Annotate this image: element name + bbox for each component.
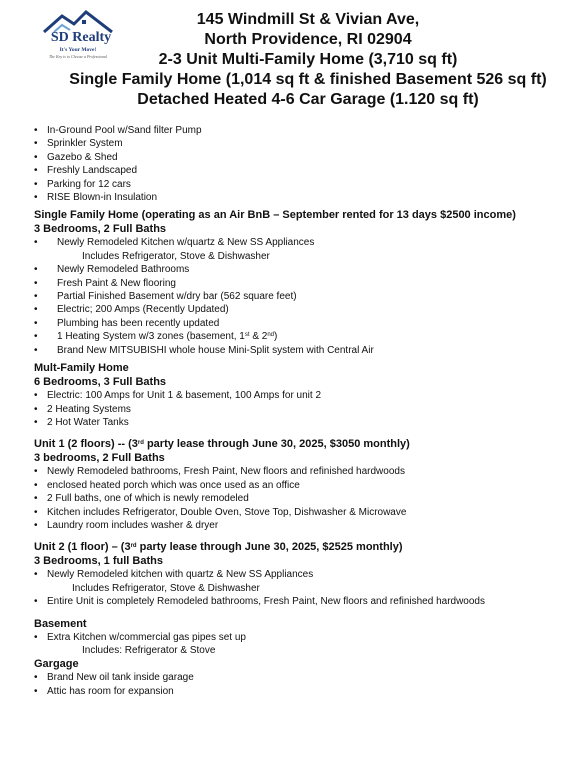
list-subitem: Includes Refrigerator, Stove & Dishwasher (72, 582, 260, 594)
unit-1-list (34, 465, 564, 532)
list-item: • Entire Unit is completely Remodeled bathrooms, Fresh Paint, New floors and refinished hardwoods (34, 595, 564, 608)
garage-list (34, 671, 564, 698)
unit-2-title-sup: rd (130, 543, 137, 550)
list-item: • Fresh Paint & New flooring (34, 277, 564, 290)
single-family-summary: Single Family Home (1,014 sq ft & finished Basement 526 sq ft) (69, 71, 547, 88)
list-item: • Kitchen includes Refrigerator, Double Oven, Stove Top, Dishwasher & Microwave (34, 506, 564, 519)
multi-family-title: Mult-Family Home (34, 362, 129, 375)
list-item: • Newly Remodeled Kitchen w/quartz & New SS Appliances (34, 236, 564, 249)
list-item: • Freshly Landscaped (34, 164, 564, 177)
list-item: • Brand New MITSUBISHI whole house Mini-Split system with Central Air (34, 344, 564, 357)
unit-2-list-cont (34, 595, 564, 608)
list-item: • Partial Finished Basement w/dry bar (562 square feet) (34, 290, 564, 303)
list-item: • Parking for 12 cars (34, 178, 564, 191)
list-item: • 2 Heating Systems (34, 403, 564, 416)
unit-2-title-b: party lease through June 30, 2025, $2525 monthly) (136, 541, 403, 554)
unit-2-subtitle: 3 Bedrooms, 1 full Baths (34, 555, 163, 568)
unit-1-title-a: Unit 1 (2 floors) -- (3 (34, 438, 138, 451)
basement-list (34, 631, 564, 644)
basement-title: Basement (34, 617, 87, 630)
list-item-heating (34, 330, 564, 343)
listing-header (40, 10, 576, 110)
listing-body (34, 124, 564, 698)
list-item: • Newly Remodeled bathrooms, Fresh Paint, New floors and refinished hardwoods (34, 465, 564, 478)
single-family-subtitle: 3 Bedrooms, 2 Full Baths (34, 223, 167, 236)
list-subitem: Includes: Refrigerator & Stove (82, 644, 216, 656)
heating-text-b: & 2 (249, 331, 268, 343)
garage-summary: Detached Heated 4-6 Car Garage (1.120 sq ft) (137, 91, 479, 108)
multi-family-subtitle: 6 Bedrooms, 3 Full Baths (34, 376, 167, 389)
list-item: • Laundry room includes washer & dryer (34, 519, 564, 532)
multi-family-list (34, 389, 564, 429)
list-item: • Extra Kitchen w/commercial gas pipes set up (34, 631, 564, 644)
list-item: • enclosed heated porch which was once used as an office (34, 479, 564, 492)
list-item: • Sprinkler System (34, 137, 564, 150)
unit-2-title-a: Unit 2 (1 floor) – (3 (34, 541, 131, 554)
unit-1-title-sup: rd (137, 440, 144, 447)
list-item: • RISE Blown-in Insulation (34, 191, 564, 204)
list-item: • 2 Full baths, one of which is newly remodeled (34, 492, 564, 505)
heating-text-c: ) (274, 331, 278, 343)
logo-name: SD Realty (50, 30, 112, 45)
list-item: • In-Ground Pool w/Sand filter Pump (34, 124, 564, 137)
unit-1-title-b: party lease through June 30, 2025, $3050 monthly) (143, 438, 410, 451)
list-item: • Gazebo & Shed (34, 151, 564, 164)
single-family-list (34, 236, 564, 249)
garage-title: Gargage (34, 658, 79, 671)
address-line-2: North Providence, RI 02904 (204, 31, 412, 48)
features-list (34, 124, 564, 204)
unit-2-title (34, 540, 564, 554)
unit-1-subtitle: 3 bedrooms, 2 Full Baths (34, 452, 165, 465)
list-item: • Plumbing has been recently updated (34, 317, 564, 330)
list-item: • 2 Hot Water Tanks (34, 416, 564, 429)
list-item: • Brand New oil tank inside garage (34, 671, 564, 684)
list-item: • Attic has room for expansion (34, 685, 564, 698)
single-family-list-cont (34, 263, 564, 357)
logo-subtagline: The Key is to Choose a Professional (48, 54, 108, 59)
heating-sup-1: st (244, 332, 250, 339)
list-subitem: Includes Refrigerator, Stove & Dishwasher (82, 250, 270, 262)
logo-tagline: It's Your Move! (59, 47, 97, 53)
unit-2-list (34, 568, 564, 581)
unit-1-title (34, 437, 564, 451)
heating-text-a: 1 Heating System w/3 zones (basement, 1 (57, 331, 245, 343)
single-family-title: Single Family Home (operating as an Air BnB – September rented for 13 days $2500 income) (34, 209, 516, 222)
list-item: • Newly Remodeled kitchen with quartz & New SS Appliances (34, 568, 564, 581)
multi-family-summary: 2-3 Unit Multi-Family Home (3,710 sq ft) (158, 51, 458, 68)
heating-sup-2: nd (267, 332, 275, 339)
list-item: • Newly Remodeled Bathrooms (34, 263, 564, 276)
list-item: • Electric: 100 Amps for Unit 1 & basement, 100 Amps for unit 2 (34, 389, 564, 402)
address-line-1: 145 Windmill St & Vivian Ave, (196, 11, 420, 28)
list-item: • Electric; 200 Amps (Recently Updated) (34, 303, 564, 316)
